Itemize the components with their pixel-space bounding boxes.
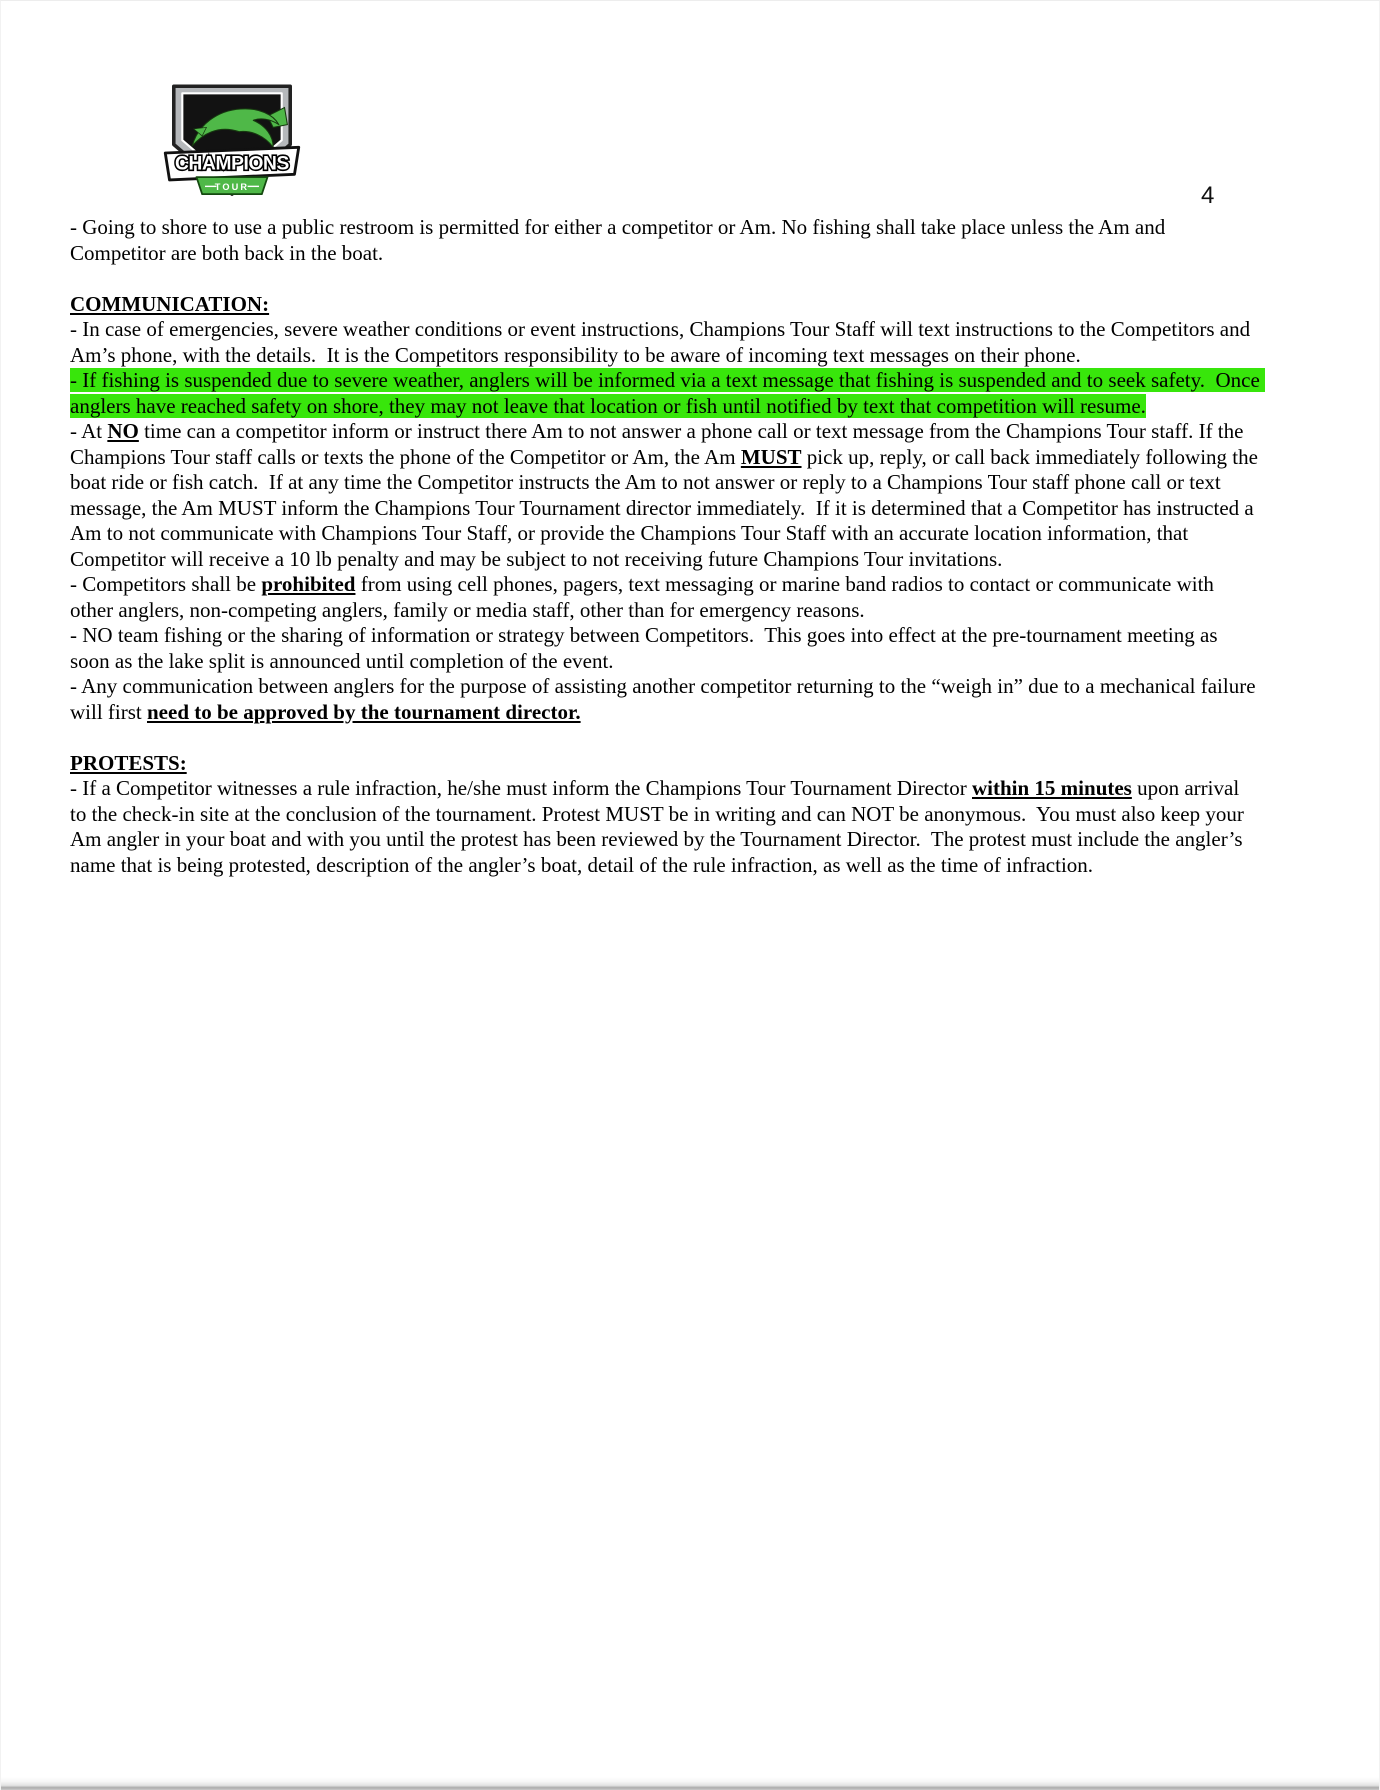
text-run: time can a competitor inform or instruct there Am to not answer a phone call or text message from the Champions Tour staff. If the Champions Tour staff calls or texts the phone of the Competitor or Am, the Am: [70, 419, 1249, 469]
paragraph: [70, 623, 1260, 674]
text-run: - In case of emergencies, severe weather conditions or event instructions, Champions Tour Staff will text instructions to the Competitors and Am’s phone, with the details. It is the Competitors responsibility to be aware of incoming text messages on their phone.: [70, 317, 1255, 367]
text-run: pick up, reply, or call back immediately following the boat ride or fish catch. If at any time the Competitor instructs the Am to not answer or reply to a Champions Tour staff phone call or text message, the Am MUST inform the Champions Tour Tournament director immediately. If it is determined that a Competitor has instructed a Am to not communicate with Champions Tour Staff, or provide the Champions Tour Staff with an accurate location information, that Competitor will receive a 10 lb penalty and may be subject to not receiving future Champions Tour invitations.: [70, 444, 1264, 571]
text-run: - At: [70, 419, 108, 443]
text-run: - Competitors shall be: [70, 572, 262, 596]
blank-line: [70, 266, 1260, 292]
highlighted-text: - If fishing is suspended due to severe weather, anglers will be informed via a text message that fishing is suspended and to seek safety. Once anglers have reached safety on shore, they may not leave that location or fish until notified by text that competition will resume.: [70, 368, 1266, 418]
text-run: from using cell phones, pagers, text messaging or marine band radios to contact or communicate with other anglers, non-competing anglers, family or media staff, other than for emergency reasons.: [70, 572, 1220, 622]
paragraph: [70, 317, 1260, 368]
section-heading: [70, 751, 1260, 777]
tour-ribbon: [197, 177, 268, 194]
page-number: 4: [1201, 182, 1215, 209]
text-run: COMMUNICATION:: [70, 291, 270, 316]
shield-logo-icon: [161, 79, 303, 200]
section-heading: [70, 292, 1260, 318]
champions-tour-logo: [161, 79, 303, 200]
emphasis-text: prohibited: [261, 572, 356, 596]
page-bottom-edge: [1, 1777, 1379, 1790]
champions-banner: [165, 147, 298, 180]
emphasis-text: need to be approved by the tournament director.: [147, 699, 581, 724]
paragraph: [70, 215, 1260, 266]
text-run: - Any communication between anglers for the purpose of assisting another competitor returning to the “weigh in” due to a mechanical failure will first: [70, 674, 1261, 724]
text-run: upon arrival to the check-in site at the conclusion of the tournament. Protest MUST be in writing and can NOT be anonymous. You must also keep your Am angler in your boat and with you until the protest has been reviewed by the Tournament Director. The protest must include the angler’s name that is being protested, description of the angler’s boat, detail of the rule infraction, as well as the time of infraction.: [70, 776, 1248, 877]
paragraph: [70, 572, 1260, 623]
paragraph: [70, 776, 1260, 878]
emphasis-text: MUST: [740, 444, 802, 469]
paragraph: [70, 419, 1264, 572]
emphasis-text: NO: [107, 419, 139, 443]
text-run: - Going to shore to use a public restroom is permitted for either a competitor or Am. No fishing shall take place unless the Am and Competitor are both back in the boat.: [70, 215, 1171, 265]
logo-title-text: CHAMPIONS: [175, 153, 289, 175]
text-run: - NO team fishing or the sharing of information or strategy between Competitors. This goes into effect at the pre-tournament meeting as soon as the lake split is announced until completion of the event.: [70, 623, 1223, 673]
blank-line: [70, 725, 1260, 751]
logo-subtitle-text: TOUR: [214, 181, 250, 192]
document-content: [70, 215, 1266, 878]
text-run: PROTESTS:: [70, 750, 187, 775]
paragraph: [70, 674, 1260, 725]
paragraph: [70, 368, 1266, 419]
emphasis-text: within 15 minutes: [972, 776, 1132, 800]
text-run: - If a Competitor witnesses a rule infraction, he/she must inform the Champions Tour Tournament Director: [70, 776, 972, 800]
